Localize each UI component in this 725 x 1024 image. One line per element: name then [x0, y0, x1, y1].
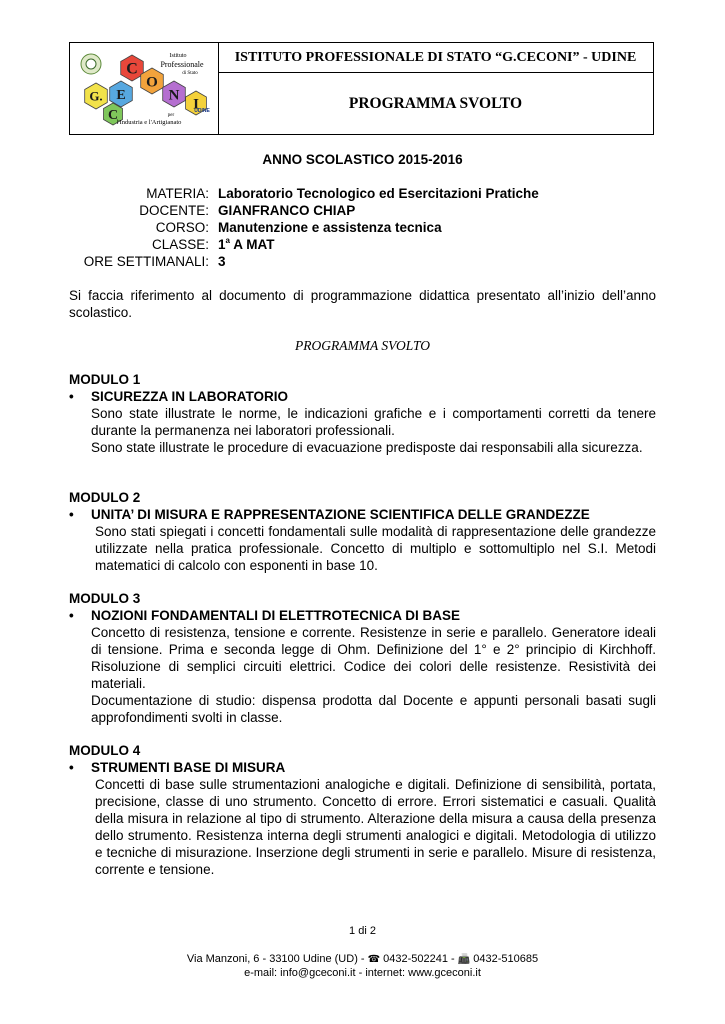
fax-icon: 📠: [457, 954, 471, 965]
logo-letter: N: [168, 87, 180, 104]
classe-number: 1: [218, 237, 226, 252]
classe-section: A MAT: [229, 237, 275, 252]
section-subtitle: PROGRAMMA SVOLTO: [295, 338, 430, 353]
footer-address: Via Manzoni, 6 - 33100 Udine (UD) -: [186, 953, 368, 965]
school-logo: [74, 46, 214, 132]
footer-address-line: [0, 953, 725, 965]
module-paragraph: Sono state illustrate le procedure di evacuazione predisposte dai responsabili alla sicurezza.: [91, 440, 643, 455]
docente-value: GIANFRANCO CHIAP: [218, 203, 356, 218]
module-2: [69, 489, 656, 574]
classe-label: CLASSE:: [151, 237, 209, 252]
logo-letter: E: [116, 87, 126, 103]
info-row-classe: [69, 236, 539, 253]
module-title: MODULO 2: [69, 490, 141, 505]
module-title: MODULO 4: [69, 743, 141, 758]
module-topic-text: SICUREZZA IN LABORATORIO: [91, 389, 288, 404]
module-topic: [69, 388, 656, 405]
bullet-icon: •: [69, 760, 74, 775]
module-4: [69, 742, 656, 878]
materia-label: MATERIA:: [146, 186, 209, 201]
module-paragraph: Concetto di resistenza, tensione e corrente. Resistenze in serie e parallelo. Generatore ideali di tensione. Prima e seconda legge di Ohm. Definizione del 1° e 2° principio di Kirchhoff. Risoluzione di semplici circuiti elettrici. Codice dei colori delle resistenze. Resistività dei materiali.: [91, 625, 656, 691]
ore-value: 3: [218, 254, 226, 269]
classe-value: [209, 236, 274, 253]
module-title: MODULO 3: [69, 591, 141, 606]
logo-cell: [70, 43, 219, 134]
module-paragraph: Documentazione di studio: dispensa prodotta dal Docente e appunti personali basati sugli approfondimenti svolti in classe.: [91, 693, 656, 725]
logo-top-text-1: Istituto: [169, 53, 187, 59]
document-header: [69, 42, 654, 135]
bullet-icon: •: [69, 389, 74, 404]
footer-phone: 0432-502241 -: [380, 953, 458, 965]
module-topic: [69, 506, 656, 523]
module-topic-text: STRUMENTI BASE DI MISURA: [91, 760, 286, 775]
logo-bottom-text-2: l'Industria e l'Artigianato: [116, 119, 182, 126]
logo-top-text-2: Professionale: [160, 60, 204, 69]
logo-top-text-3: di Stato: [182, 71, 198, 76]
logo-letter: G.: [89, 88, 103, 104]
module-3: [69, 590, 656, 726]
logo-letter: C: [126, 60, 138, 78]
footer-fax: 0432-510685: [470, 953, 539, 965]
module-paragraph: Concetti di base sulle strumentazioni analogiche e digitali. Definizione di sensibilità, portata, precisione, classe di uno strumento. Concetto di errore. Errori sistematici e casuali. Qualità della misura in relazione al tipo di strumento. Alterazione della misura a causa della presenza dello strumento. Resistenza interna degli strumenti analogici e digitali. Metodologia di utilizzo e tecniche di misurazione. Inserzione degli strumenti in serie e parallelo. Misure di resistenza, corrente e tensione.: [95, 777, 656, 877]
program-title: PROGRAMMA SVOLTO: [348, 95, 523, 112]
ore-label: ORE SETTIMANALI:: [83, 254, 209, 269]
logo-letter: C: [107, 107, 119, 123]
module-paragraph: Sono stati spiegati i concetti fondamentali sulle modalità di rappresentazione delle grandezze utilizzate nella pratica professionale. Concetto di multiplo e sottomultiplo nel S.I. Metodi matematici di calcolo con esponenti in base 10.: [95, 524, 656, 573]
bullet-icon: •: [69, 608, 74, 623]
module-description: [69, 523, 656, 574]
footer-contact-line: e-mail: info@gceconi.it - internet: www.gceconi.it: [244, 967, 481, 979]
phone-icon: ☎: [367, 954, 381, 965]
info-row-materia: [69, 185, 539, 202]
logo-letter: O: [146, 74, 158, 91]
logo-city: UDINE: [194, 108, 210, 114]
intro-paragraph: Si faccia riferimento al documento di programmazione didattica presentato all’inizio dell’anno scolastico.: [69, 288, 656, 320]
module-topic: [69, 759, 656, 776]
logo-bottom-text-1: per: [167, 113, 175, 118]
corso-label: CORSO:: [155, 220, 209, 235]
info-row-corso: [69, 219, 539, 236]
materia-value: Laboratorio Tecnologico ed Esercitazioni Pratiche: [218, 186, 539, 201]
institute-name: ISTITUTO PROFESSIONALE DI STATO “G.CECONI” - UDINE: [234, 50, 637, 65]
school-year: ANNO SCOLASTICO 2015-2016: [262, 152, 463, 167]
module-description: [69, 624, 656, 726]
module-topic: [69, 607, 656, 624]
info-row-docente: [69, 202, 539, 219]
module-description: [69, 776, 656, 878]
corso-value: Manutenzione e assistenza tecnica: [218, 220, 442, 235]
module-description: [69, 405, 656, 456]
docente-label: DOCENTE:: [139, 203, 209, 218]
info-row-ore: [69, 253, 539, 270]
module-title: MODULO 1: [69, 372, 141, 387]
module-1: [69, 371, 656, 456]
bullet-icon: •: [69, 507, 74, 522]
page-number: 1 di 2: [349, 925, 376, 937]
module-paragraph: Sono state illustrate le norme, le indicazioni grafiche e i comportamenti corretti da tenere durante la permanenza nei laboratori professionali.: [91, 406, 656, 438]
classe-superscript: a: [225, 236, 230, 245]
module-topic-text: UNITA’ DI MISURA E RAPPRESENTAZIONE SCIENTIFICA DELLE GRANDEZZE: [91, 507, 590, 522]
logo-letter: I: [193, 96, 199, 113]
module-topic-text: NOZIONI FONDAMENTALI DI ELETTROTECNICA DI BASE: [91, 608, 460, 623]
course-info: [69, 185, 539, 270]
